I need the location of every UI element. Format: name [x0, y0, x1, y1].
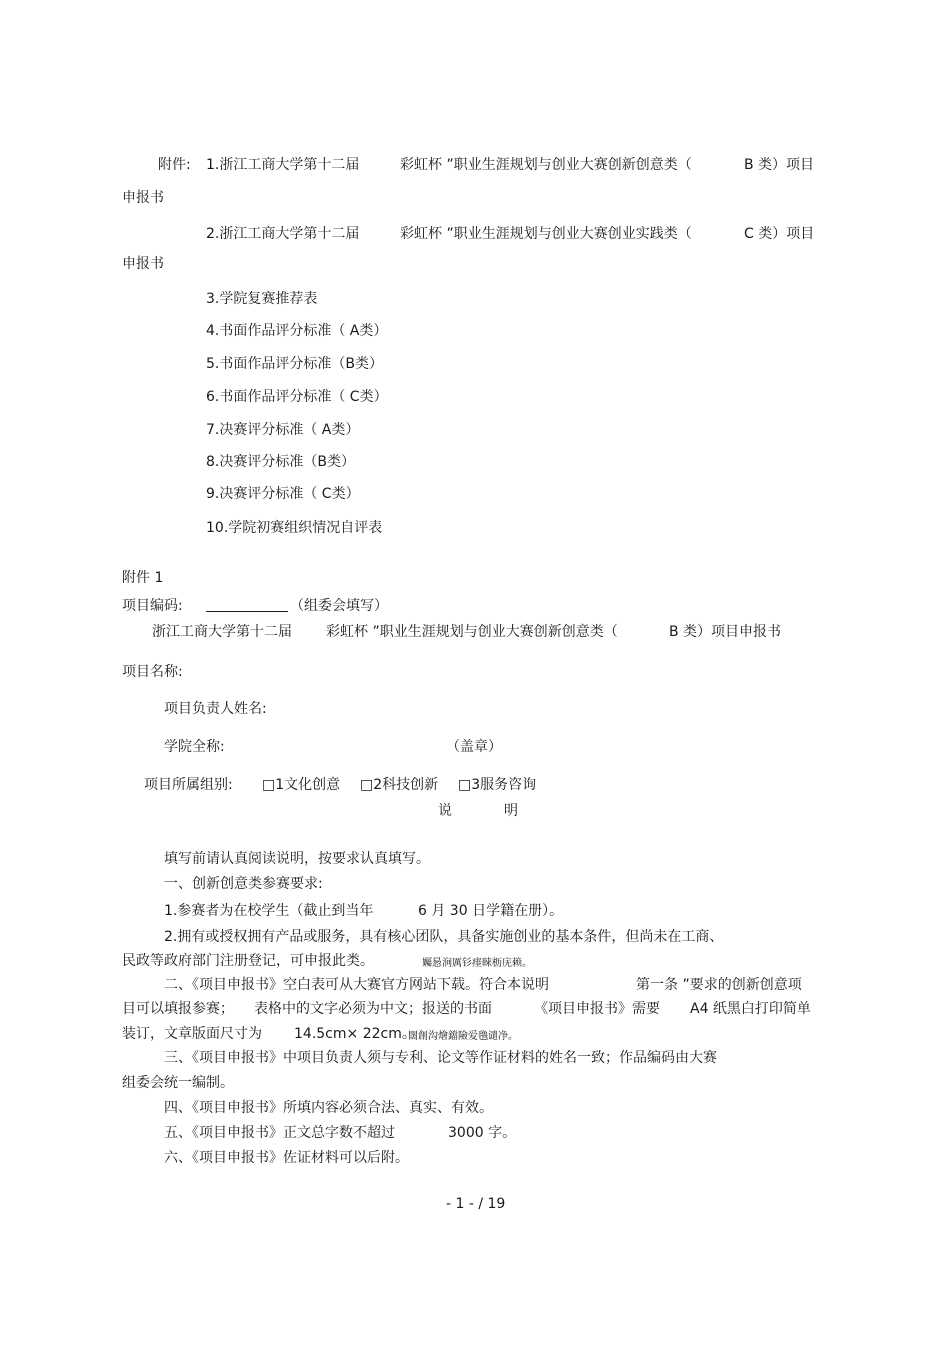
attachment-1-title-part-b: 彩虹杯 ”职业生涯规划与创业大赛创新创意类（	[326, 624, 618, 640]
section-1-item-2-part-b: 民政等政府部门注册登记，可申报此类。	[122, 953, 374, 969]
attachment-item-1-continuation: 申报书	[122, 190, 164, 206]
instructions-heading-char-2: 明	[504, 803, 518, 819]
section-3-line-1: 三、《项目申报书》中项目负责人须与专利、论文等作证材料的姓名一致；作品编码由大赛	[164, 1050, 717, 1066]
attachment-item-1-part-b: 彩虹杯 ”职业生涯规划与创业大赛创新创意类（	[400, 157, 692, 173]
section-5	[164, 1124, 524, 1142]
section-3-line-2: 组委会统一编制。	[122, 1075, 234, 1091]
project-group-label: 项目所属组别:	[144, 777, 233, 793]
section-2-line-1	[164, 976, 824, 994]
section-2-part-a: 二、《项目申报书》空白表可从大赛官方网站下载。符合本说明	[164, 977, 549, 993]
instructions-heading-char-1: 说	[438, 803, 452, 819]
attachment-item-5: 5.书面作品评分标准（B类）	[206, 356, 383, 372]
attachment-1-label: 附件 1	[122, 570, 164, 586]
college-line	[164, 738, 504, 756]
group-option-technology[interactable]: □2科技创新	[360, 777, 439, 793]
attachment-1-title	[152, 623, 792, 641]
section-1-item-2-garbled-note: 孎惖涧厲钐瘗睞枥庑赖。	[422, 958, 532, 969]
section-1-item-1	[164, 902, 584, 920]
attachment-item-9: 9.决赛评分标准（ C类）	[206, 486, 360, 502]
section-1-item-2-line-2	[122, 952, 562, 970]
college-label: 学院全称:	[164, 739, 225, 755]
project-code-note: （组委会填写）	[290, 598, 388, 614]
attachment-item-4: 4.书面作品评分标准（ A类）	[206, 323, 388, 339]
section-2-line-3	[122, 1025, 552, 1043]
project-leader-label: 项目负责人姓名:	[164, 701, 267, 717]
attachment-item-8: 8.决赛评分标准（B类）	[206, 454, 355, 470]
project-group-line	[144, 776, 554, 794]
section-2-part-c: 目可以填报参赛；	[122, 1001, 234, 1017]
group-option-culture[interactable]: □1文化创意	[262, 777, 341, 793]
section-5-part-a: 五、《项目申报书》正文总字数不超过	[164, 1125, 395, 1141]
section-2-line-2	[122, 1000, 822, 1018]
attachment-item-2-continuation: 申报书	[122, 256, 164, 272]
section-1-item-1-part-a: 1.参赛者为在校学生（截止到当年	[164, 903, 374, 919]
section-6: 六、《项目申报书》佐证材料可以后附。	[164, 1150, 409, 1166]
project-code-line	[122, 597, 412, 615]
page-number: - 1 - / 19	[446, 1196, 506, 1212]
group-option-service[interactable]: □3服务咨询	[458, 777, 537, 793]
section-4: 四、《项目申报书》所填内容必须合法、真实、有效。	[164, 1100, 493, 1116]
section-2-part-d: 表格中的文字必须为中文；报送的书面	[254, 1001, 492, 1017]
section-2-garbled-note: 闊創沟燴鐺險爱氇谴净。	[408, 1031, 518, 1042]
attachment-item-7: 7.决赛评分标准（ A类）	[206, 422, 360, 438]
attachment-item-6: 6.书面作品评分标准（ C类）	[206, 389, 388, 405]
section-2-part-f: A4 纸黑白打印简单	[690, 1001, 811, 1017]
section-5-part-b: 3000 字。	[448, 1125, 517, 1141]
project-code-blank	[206, 597, 288, 612]
section-2-part-b: 第一条 ”要求的创新创意项	[636, 977, 802, 993]
section-2-part-g: 装订，文章版面尺寸为	[122, 1026, 262, 1042]
section-2-part-e: 《项目申报书》需要	[534, 1001, 660, 1017]
project-code-label: 项目编码:	[122, 598, 183, 614]
section-1-item-2-line-1: 2.拥有或授权拥有产品或服务，具有核心团队，具备实施创业的基本条件，但尚未在工商、	[164, 929, 724, 945]
seal-note: （盖章）	[446, 739, 502, 755]
attachment-list-prefix: 附件:	[158, 157, 191, 173]
attachment-list-line-2	[206, 225, 838, 243]
section-2-part-h: 14.5cm× 22cm。	[294, 1026, 416, 1042]
instructions-intro: 填写前请认真阅读说明，按要求认真填写。	[164, 851, 430, 867]
attachment-item-3: 3.学院复赛推荐表	[206, 291, 318, 307]
project-name-label: 项目名称:	[122, 664, 183, 680]
section-1-title: 一、创新创意类参赛要求:	[164, 876, 323, 892]
attachment-item-2-part-b: 彩虹杯 ”职业生涯规划与创业大赛创业实践类（	[400, 226, 692, 242]
attachment-item-2-part-c: C 类）项目	[744, 226, 815, 242]
attachment-item-1-part-a: 1.浙江工商大学第十二届	[206, 157, 360, 173]
instructions-heading	[438, 802, 528, 820]
attachment-1-title-part-c: B 类）项目申报书	[669, 624, 782, 640]
attachment-item-10: 10.学院初赛组织情况自评表	[206, 520, 383, 536]
attachment-item-1-part-c: B 类）项目	[744, 157, 815, 173]
attachment-list-line-1	[158, 156, 838, 174]
section-1-item-1-part-b: 6 月 30 日学籍在册）。	[418, 903, 564, 919]
attachment-item-2-part-a: 2.浙江工商大学第十二届	[206, 226, 360, 242]
attachment-1-title-part-a: 浙江工商大学第十二届	[152, 624, 292, 640]
